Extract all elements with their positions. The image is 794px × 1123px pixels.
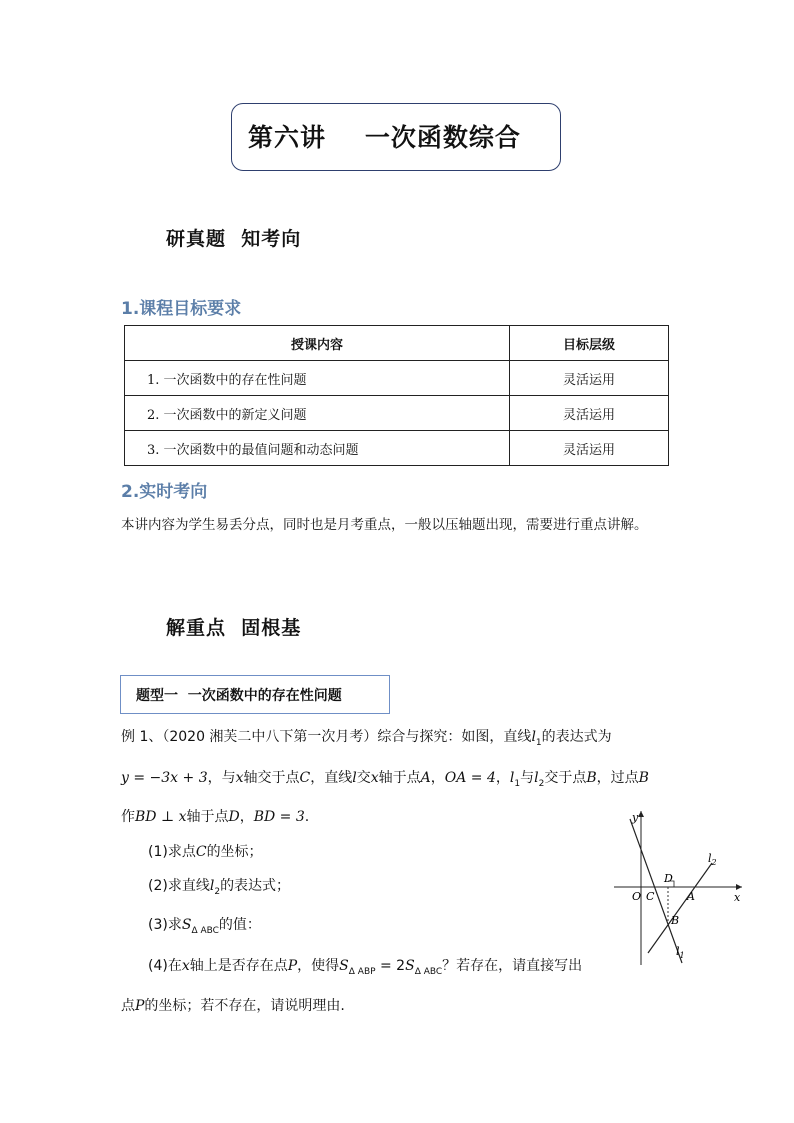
page-title: 第六讲 一次函数综合 [248, 123, 521, 152]
table-cell: 灵活运用 [510, 396, 669, 431]
label-x: x [734, 891, 741, 904]
table-cell: 灵活运用 [510, 431, 669, 466]
label-l1: $l_1$ [676, 945, 685, 960]
label-b: B [671, 914, 680, 927]
function-graph [600, 805, 750, 975]
exam-direction-text: 本讲内容为学生易丢分点，同时也是月考重点，一般以压轴题出现，需要进行重点讲解。 [121, 517, 648, 533]
table-row [125, 396, 669, 431]
heading-course-goals: 1.课程目标要求 [121, 299, 242, 319]
example-line-1: 例 1、（2020 湘芙二中八下第一次月考）综合与探究：如图，直线$l_1$的表达式为 [121, 729, 612, 748]
line-l2 [648, 863, 712, 953]
label-c: C [646, 890, 655, 903]
question-2: (2)求直线$l_2$的表达式； [148, 878, 291, 897]
section-heading-study: 研真题 知考向 [166, 228, 302, 250]
question-4: (4)在x轴上是否存在点P，使得$S_{\Delta ABP} = 2S_{\Delta ABC}$？若存在，请直接写出 [148, 958, 583, 977]
heading-exam-direction: 2.实时考向 [121, 482, 208, 502]
question-3: (3)求$S_{\Delta ABC}$的值： [148, 917, 261, 936]
table-header: 目标层级 [510, 326, 669, 361]
label-d: D [664, 872, 673, 885]
table-header: 授课内容 [125, 326, 510, 361]
label-a: A [687, 890, 695, 903]
table-cell: 灵活运用 [510, 361, 669, 396]
label-o: O [632, 890, 642, 903]
goals-table [124, 325, 669, 466]
label-l2: $l_2$ [708, 852, 717, 867]
table-row [125, 361, 669, 396]
section-heading-key-points: 解重点 固根基 [166, 617, 302, 639]
table-row [125, 431, 669, 466]
example-line-2: y = −3x + 3，与x轴交于点C，直线l交x轴于点A，OA = 4，$l_1$与$l_2$交于点B，过点B [121, 770, 649, 789]
label-y: y [632, 811, 639, 824]
example-line-3: 作BD ⊥ x轴于点D，BD = 3. [121, 809, 310, 825]
table-header-row [125, 326, 669, 361]
table-cell: 2. 一次函数中的新定义问题 [125, 396, 510, 431]
question-1: (1)求点C的坐标； [148, 844, 263, 860]
question-4-continued: 点P的坐标；若不存在，请说明理由. [121, 998, 345, 1014]
table-cell: 1. 一次函数中的存在性问题 [125, 361, 510, 396]
x-axis-arrow [736, 884, 742, 890]
y-axis-arrow [638, 811, 644, 817]
table-cell: 3. 一次函数中的最值问题和动态问题 [125, 431, 510, 466]
question-type-label: 题型一 一次函数中的存在性问题 [136, 688, 342, 704]
